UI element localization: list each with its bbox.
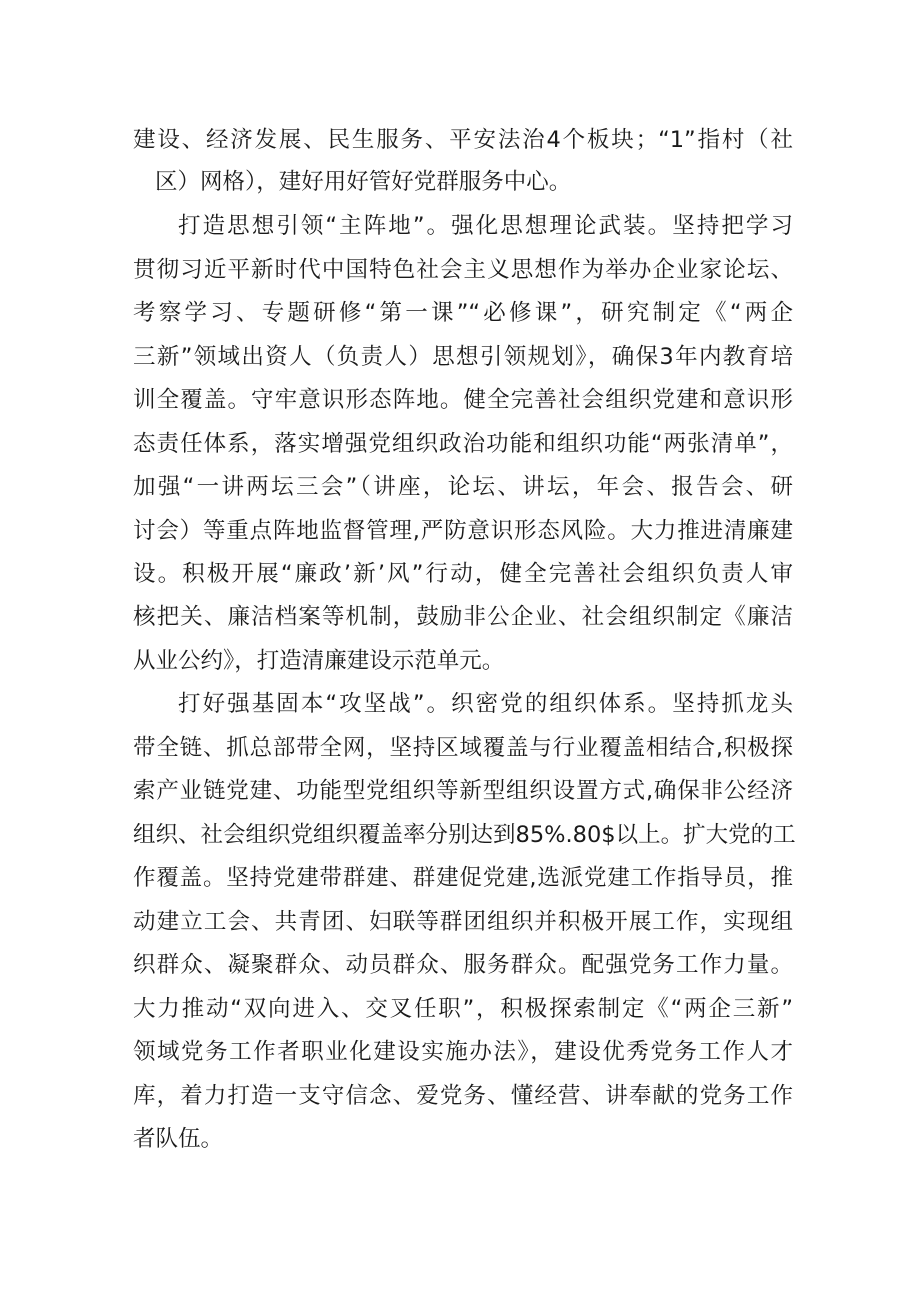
text-line: 库，着力打造一支守信念、爱党务、懂经营、讲奉献的党务工作 [133, 1083, 793, 1109]
text-line: 设。积极开展“廉政’新’风”行动，健全完善社会组织负责人审 [133, 561, 793, 587]
text-line: 动建立工会、共青团、妇联等群团组织并积极开展工作，实现组 [133, 909, 793, 935]
text-line: 建设、经济发展、民生服务、平安法治4个板块；“1”指村（社 [133, 127, 793, 153]
text-line: 区）网格），建好用好管好党群服务中心。 [155, 169, 572, 195]
text-line: 大力推动“双向进入、交叉任职”，积极探索制定《“两企三新” [133, 996, 793, 1022]
text-line: 作覆盖。坚持党建带群建、群建促党建,选派党建工作指导员，推 [133, 865, 793, 891]
paragraph-heading-line: 打好强基固本“攻坚战”。织密党的组织体系。坚持抓龙头 [178, 691, 793, 717]
paragraph-heading-line: 打造思想引领“主阵地”。强化思想理论武装。坚持把学习 [178, 213, 793, 239]
text-line: 领域党务工作者职业化建设实施办法》，建设优秀党务工作人才 [133, 1039, 793, 1065]
text-line: 织群众、凝聚群众、动员群众、服务群众。配强党务工作力量。 [133, 952, 793, 978]
text-line: 索产业链党建、功能型党组织等新型组织设置方式,确保非公经济 [133, 778, 793, 804]
text-line: 从业公约》，打造清廉建设示范单元。 [133, 648, 505, 674]
text-line: 态责任体系，落实增强党组织政治功能和组织功能“两张清单”， [133, 431, 793, 457]
text-line: 带全链、抓总部带全网，坚持区域覆盖与行业覆盖相结合,积极探 [133, 735, 793, 761]
text-line: 者队伍。 [133, 1126, 224, 1152]
text-line: 组织、社会组织党组织覆盖率分别达到85%.80$以上。扩大党的工 [133, 822, 796, 848]
text-line: 三新”领域出资人（负责人）思想引领规划》，确保3年内教育培 [133, 344, 793, 370]
text-line: 讨会）等重点阵地监督管理,严防意识形态风险。大力推进清廉建 [133, 518, 793, 544]
text-line: 贯彻习近平新时代中国特色社会主义思想作为举办企业家论坛、 [133, 257, 793, 283]
text-line: 加强“一讲两坛三会”（讲座，论坛、讲坛，年会、报告会、研 [133, 474, 793, 500]
text-line: 核把关、廉洁档案等机制，鼓励非公企业、社会组织制定《廉洁 [133, 604, 793, 630]
text-line: 训全覆盖。守牢意识形态阵地。健全完善社会组织党建和意识形 [133, 387, 793, 413]
text-line: 考察学习、专题研修“第一课”“必修课”，研究制定《“两企 [133, 300, 793, 326]
